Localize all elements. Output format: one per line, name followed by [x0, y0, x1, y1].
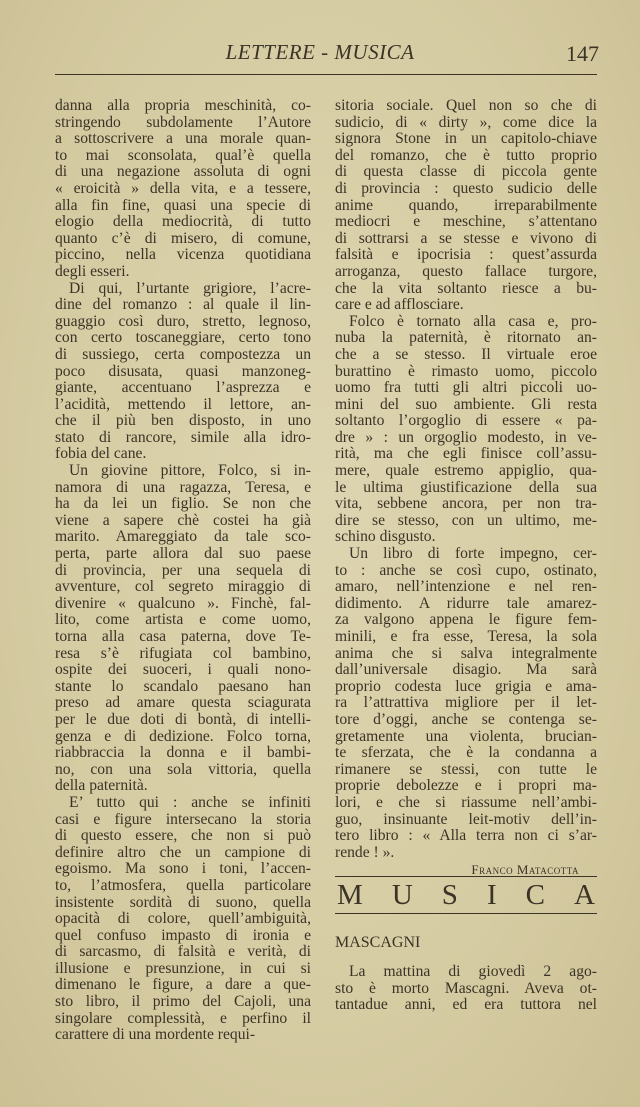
text-line: Un giovine pittore, Folco, si in- [69, 462, 311, 480]
text-line: ha da lei un figlio. Se non che [55, 495, 311, 513]
text-line: insistente sordità di suono, quella [55, 893, 311, 911]
text-line: di provincia : questo sudicio delle [335, 179, 597, 197]
text-line: lito, come artista e come uomo, [55, 611, 311, 629]
text-line: divenire « qualcuno ». Finchè, fal- [55, 594, 311, 612]
text-line: burattino è rimasto uomo, piccolo [335, 362, 597, 380]
text-line: stato di rancore, simile alla idro- [55, 428, 311, 446]
text-line: no, con una sola vittoria, quella [55, 760, 311, 778]
text-line: danna alla propria meschinità, co- [55, 97, 311, 114]
text-line: lori, e che si riassume nell’ambi- [335, 793, 597, 811]
text-line: elogio della mediocrità, di tutto [55, 213, 311, 231]
section-letter: A [573, 879, 595, 911]
text-line: tore d’oggi, anche se contenga se- [335, 710, 597, 728]
paragraph [335, 546, 597, 861]
paragraph [55, 463, 311, 795]
text-line: to, l’atmosfera, quella particolare [55, 876, 311, 894]
text-line: ra l’attrattiva migliore per il let- [335, 694, 597, 712]
text-line: La mattina di giovedì 2 ago- [349, 963, 597, 980]
text-line: Un libro di forte impegno, cer- [349, 545, 597, 563]
left-column [55, 98, 311, 1044]
text-line: carattere di una mordente requi- [55, 1026, 256, 1044]
paragraph [55, 281, 311, 464]
text-line: riabbraccia la donna e il bambi- [55, 744, 311, 762]
paragraph [335, 314, 597, 546]
text-line: di sottrarsi a se stesse e vivono di [335, 229, 597, 247]
text-line: nuba la paternità, è ritornato an- [335, 329, 597, 347]
text-line: torna alla casa paterna, dove Te- [55, 628, 311, 645]
section-letter: S [441, 879, 458, 911]
text-line: di questa classe di piccola gente [335, 163, 597, 181]
text-line: illusione e presunzione, in cui si [55, 959, 311, 977]
text-line: resa s’è rifugiata col bambino, [55, 644, 311, 662]
running-head [0, 40, 640, 66]
text-line: con certo toscaneggiare, certo tono [55, 329, 311, 347]
text-line: sto libro, il primo del Cajoli, una [55, 993, 311, 1011]
text-line: mere, quale estremo appiglio, qua- [335, 462, 597, 480]
text-line: care e ad afflosciare. [335, 296, 464, 314]
text-line: minili, e fra esse, Teresa, la sola [335, 628, 597, 645]
text-line: piccino, nella vicenza quotidiana [55, 246, 311, 264]
text-line: stringendo subdolamente l’Autore [55, 113, 311, 131]
text-line: sto è morto Mascagni. Aveva ot- [335, 979, 597, 997]
section-letter: U [391, 879, 413, 911]
article-subheading: MASCAGNI [335, 934, 421, 951]
paragraph [55, 795, 311, 1044]
right-column [335, 98, 597, 861]
text-line: perta, parte allora dal suo paese [55, 545, 311, 563]
text-line: rimanere se stessi, con tutte le [335, 760, 597, 778]
section-letter: M [337, 879, 363, 911]
text-line: mediocri e meschine, s’attentano [335, 213, 597, 231]
text-line: casi e figure intersecano la storia [55, 810, 311, 828]
text-line: proprio codesta luce grigia e ama- [335, 677, 597, 695]
text-line: fobia del cane. [55, 445, 147, 463]
text-line: genza e di dedizione. Folco torna, [55, 727, 311, 745]
text-line: dall’universale disagio. Ma sarà [335, 661, 597, 679]
text-line: to mai sconsolata, qual’è quella [55, 146, 311, 164]
paragraph [55, 98, 311, 281]
text-line: sudicio, di « dirty », come dice la [335, 113, 597, 131]
text-line: opacità di colore, quell’ambiguità, [55, 910, 311, 928]
text-line: egoismo. Ma sono i toni, l’accen- [55, 860, 311, 878]
text-line: stante lo scandalo paesano han [55, 677, 311, 695]
text-line: quel confuso impasto di ironia e [55, 926, 311, 944]
mascagni-paragraph [335, 964, 597, 1014]
text-line: l’acidità, mettendo il lettore, an- [55, 395, 311, 413]
text-line: Di qui, l’urtante grigiore, l’acre- [69, 279, 311, 297]
text-line: gretamente una violenta, brucian- [335, 727, 597, 745]
text-line: arroganza, questo fallace turgore, [335, 262, 597, 280]
text-line: mini del suo ambiente. Gli resta [335, 395, 597, 413]
text-line: namora di una ragazza, Teresa, e [55, 478, 311, 496]
author-signature: Franco Matacotta [471, 862, 579, 877]
text-line: di sarcasmo, di falsità e verità, di [55, 943, 311, 961]
section-heading-musica [335, 876, 597, 914]
text-line: poco disusata, quasi manzoneg- [55, 362, 311, 380]
text-line: che il più ben disposto, in uno [55, 412, 311, 430]
text-line: ospite dei suoceri, i quali nono- [55, 661, 311, 679]
text-line: degli esseri. [55, 262, 130, 280]
text-line: Folco è tornato alla casa e, pro- [349, 312, 597, 330]
text-line: alla fin fine, quasi una specie di [55, 196, 311, 214]
text-line: falsità e ipocrisia : quest’assurda [335, 246, 597, 264]
running-head-title: LETTERE - MUSICA [225, 40, 415, 64]
text-line: singolare complessità, e perfino il [55, 1009, 311, 1027]
text-line: preso ad amare questa sciagurata [55, 694, 311, 712]
text-line: didimento. A ridurre tale amarez- [335, 594, 597, 612]
text-line: dimenano le figure, a dare a que- [55, 976, 311, 994]
text-line: a sottoscrivere a una morale quan- [55, 130, 311, 148]
header-rule [55, 74, 597, 75]
text-line: che la vita soltanto riesce a bu- [335, 279, 597, 297]
text-line: marito. Amareggiato da tale sco- [55, 528, 311, 546]
text-line: tero libro : « Alla terra non ci s’ar- [335, 827, 597, 845]
text-line: « eroicità » della vita, e a tessere, [55, 179, 311, 197]
text-line: dine del romanzo : al quale il lin- [55, 296, 311, 314]
text-line: di sussiego, certa compostezza un [55, 345, 311, 363]
text-line: di provincia, per una sequela di [55, 561, 311, 579]
text-line: amaro, nell’intenzione e nel ren- [335, 578, 597, 596]
text-line: anime quando, irreparabilmente [335, 196, 597, 214]
paragraph [335, 98, 597, 314]
text-line: vita, sebbene ancora, per non tra- [335, 495, 597, 513]
text-line: sitoria sociale. Quel non so che di [335, 97, 597, 114]
text-line: definire altro che un campione di [55, 843, 311, 861]
text-line: za valgono appena le figure fem- [335, 611, 597, 629]
text-line: E’ tutto qui : anche se infiniti [69, 793, 311, 811]
text-line: signora Stone in un capitolo-chiave [335, 130, 597, 148]
text-line: le ultima giustificazione della sua [335, 478, 597, 496]
text-line: di questo essere, che non si può [55, 827, 311, 845]
text-line: di una negazione assoluta di ogni [55, 163, 311, 181]
text-line: tantadue anni, ed era tuttora nel [335, 996, 597, 1014]
text-line: soltanto l’orgoglio di essere « pa- [335, 412, 597, 430]
text-line: uomo fra tutti gli altri piccoli uo- [335, 379, 597, 397]
text-line: per le due doti di bontà, di intelli- [55, 710, 311, 728]
text-line: guo, insinuante leit-motiv dell’in- [335, 810, 597, 828]
text-line: proprie debolezze e i propri ma- [335, 777, 597, 795]
text-line: che a se stesso. Il virtuale eroe [335, 345, 597, 363]
text-line: rità, ma che egli finisce coll’assu- [335, 445, 597, 463]
section-letter: C [525, 879, 545, 911]
text-line: viene a sapere chè costei ha già [55, 511, 311, 529]
section-letter: I [486, 879, 497, 911]
text-line: dire se stesso, con un ultimo, me- [335, 511, 597, 529]
text-line: della paternità. [55, 777, 148, 795]
text-line: giante, accentuano l’asprezza e [55, 379, 311, 397]
page-number: 147 [566, 41, 599, 66]
text-line: guaggio così duro, stretto, legnoso, [55, 312, 311, 330]
text-line: avventure, col segreto miraggio di [55, 578, 311, 596]
text-line: dre » : un orgoglio modesto, in ve- [335, 428, 597, 446]
text-line: rende ! ». [335, 843, 395, 861]
text-line: schino disgusto. [335, 528, 436, 546]
text-line: te sferzata, che è la condanna a [335, 744, 597, 762]
text-line: quanto c’è di misero, di comune, [55, 229, 311, 247]
text-line: del romanzo, che è tutto proprio [335, 146, 597, 164]
text-line: to : anche se così cupo, ostinato, [335, 561, 597, 579]
text-line: anima che si salva integralmente [335, 644, 597, 662]
